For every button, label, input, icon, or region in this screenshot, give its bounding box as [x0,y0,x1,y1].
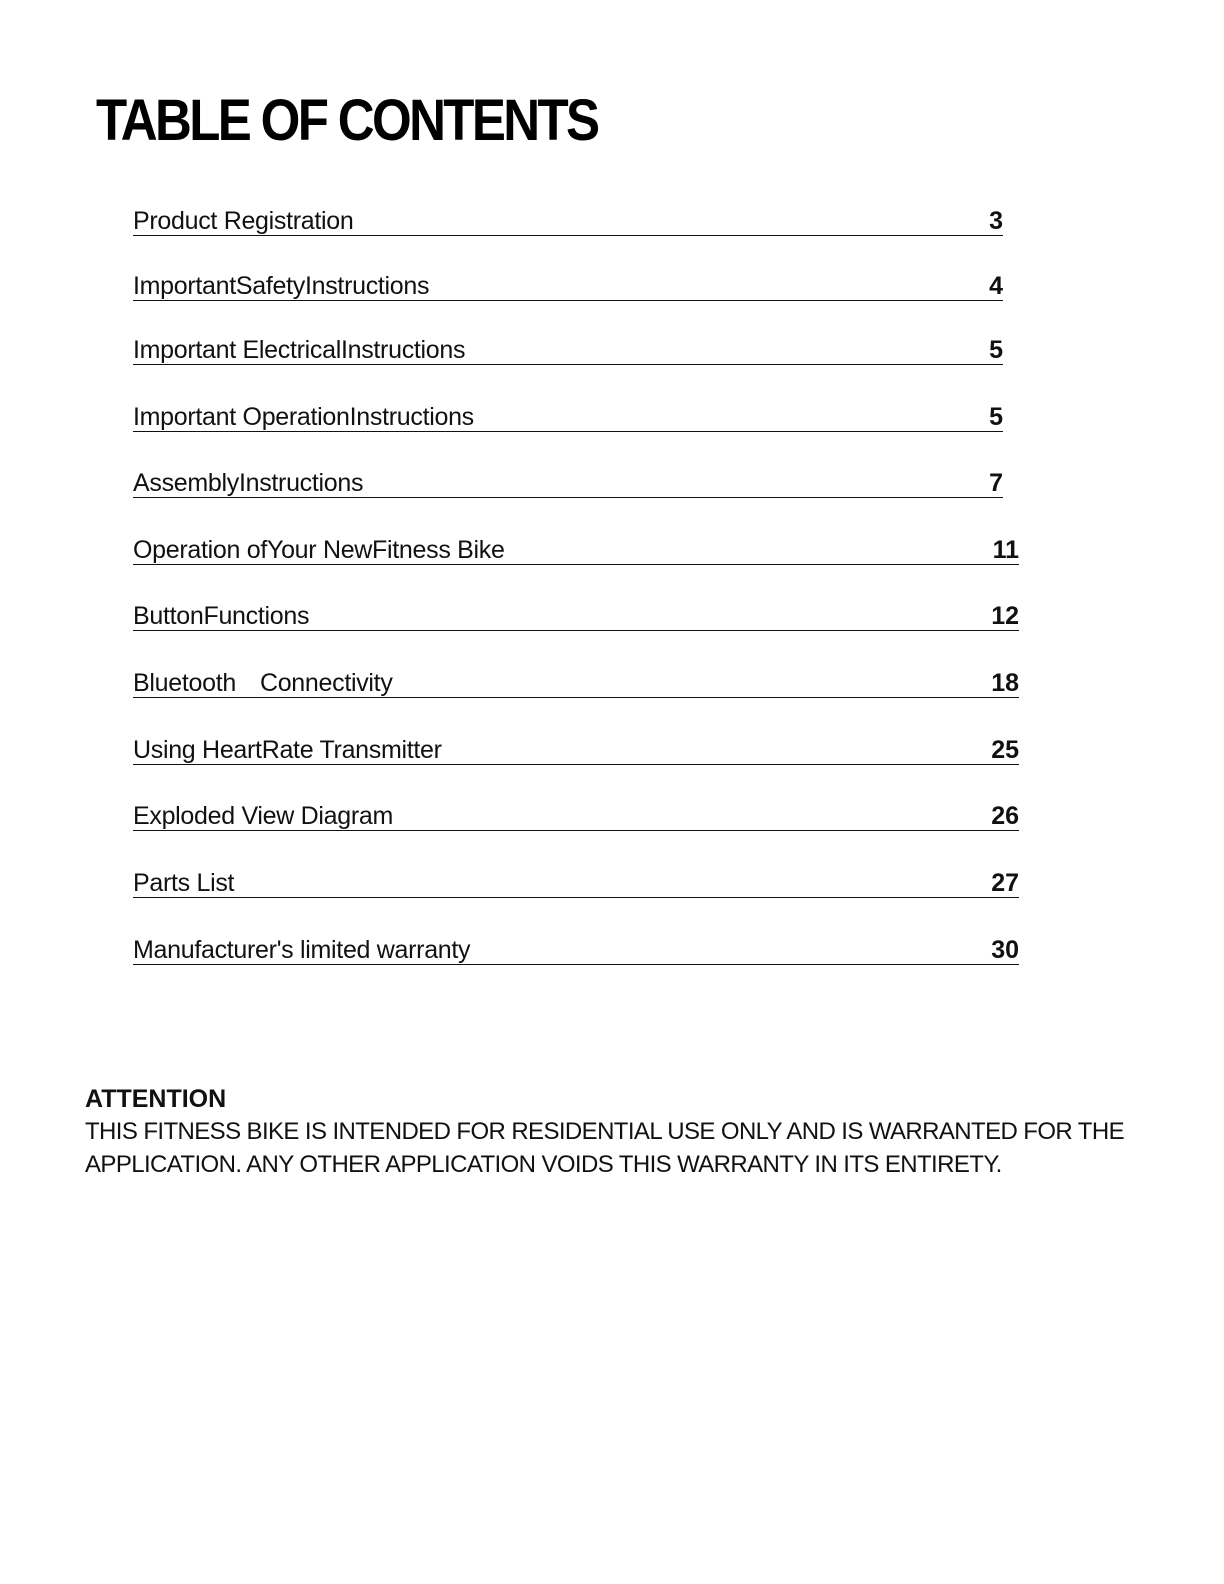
toc-entry-label [133,671,991,697]
toc-entry-label: ButtonFunctions [133,602,310,630]
toc-entry-page-number: 4 [989,272,1003,300]
toc-entry-label-part: Bluetooth [133,669,236,697]
toc-entry-label: ImportantSafetyInstructions [133,272,430,300]
toc-entry-operation-of-bike[interactable] [133,531,1019,565]
toc-entry-parts-list[interactable] [133,864,1019,898]
toc-entry-page-number: 25 [991,736,1019,764]
toc-entry-page-number: 5 [989,336,1003,364]
toc-entry-label: Product Registration [133,207,354,235]
toc-entry-page-number: 7 [989,469,1003,497]
toc-entry-page-number: 30 [991,936,1019,964]
toc-entry-page-number: 11 [992,536,1019,564]
toc-entry-label: Manufacturer's limited warranty [133,936,471,964]
toc-entry-limited-warranty[interactable] [133,931,1019,965]
toc-entry-page-number: 12 [991,602,1019,630]
toc-entry-electrical-instructions[interactable] [133,331,1003,365]
attention-heading: ATTENTION [85,1085,227,1113]
toc-entry-heart-rate-transmitter[interactable] [133,731,1019,765]
attention-text [85,1115,1145,1181]
toc-entry-product-registration[interactable] [133,202,1003,236]
toc-entry-page-number: 18 [991,669,1019,697]
toc-entry-page-number: 26 [991,802,1019,830]
toc-entry-page-number: 5 [989,403,1003,431]
toc-entry-label: Operation ofYour NewFitness Bike [133,536,505,564]
toc-entry-label: Important OperationInstructions [133,403,474,431]
attention-notice [85,1083,1145,1181]
toc-entry-label: Exploded View Diagram [133,802,394,830]
toc-entry-operation-instructions[interactable] [133,398,1003,432]
attention-text-line: THIS FITNESS BIKE IS INTENDED FOR RESIDENTIAL USE ONLY AND IS WARRANTED FOR THE [85,1118,1124,1145]
toc-entry-page-number: 27 [991,869,1019,897]
toc-entry-exploded-view-diagram[interactable] [133,797,1019,831]
page-title: TABLE OF CONTENTS [96,88,598,153]
toc-entry-page-number: 3 [989,207,1003,235]
toc-entry-label: Important ElectricalInstructions [133,336,466,364]
toc-entry-bluetooth-connectivity[interactable] [133,664,1019,698]
toc-entry-label: AssemblyInstructions [133,469,364,497]
toc-entry-label-part: Connectivity [259,669,393,697]
toc-entry-label: Using HeartRate Transmitter [133,736,442,764]
toc-entry-assembly-instructions[interactable] [133,464,1003,498]
attention-text-line: APPLICATION. ANY OTHER APPLICATION VOIDS THIS WARRANTY IN ITS ENTIRETY. [85,1151,1002,1178]
toc-entry-safety-instructions[interactable] [133,267,1003,301]
toc-entry-label: Parts List [133,869,235,897]
toc-entry-button-functions[interactable] [133,597,1019,631]
